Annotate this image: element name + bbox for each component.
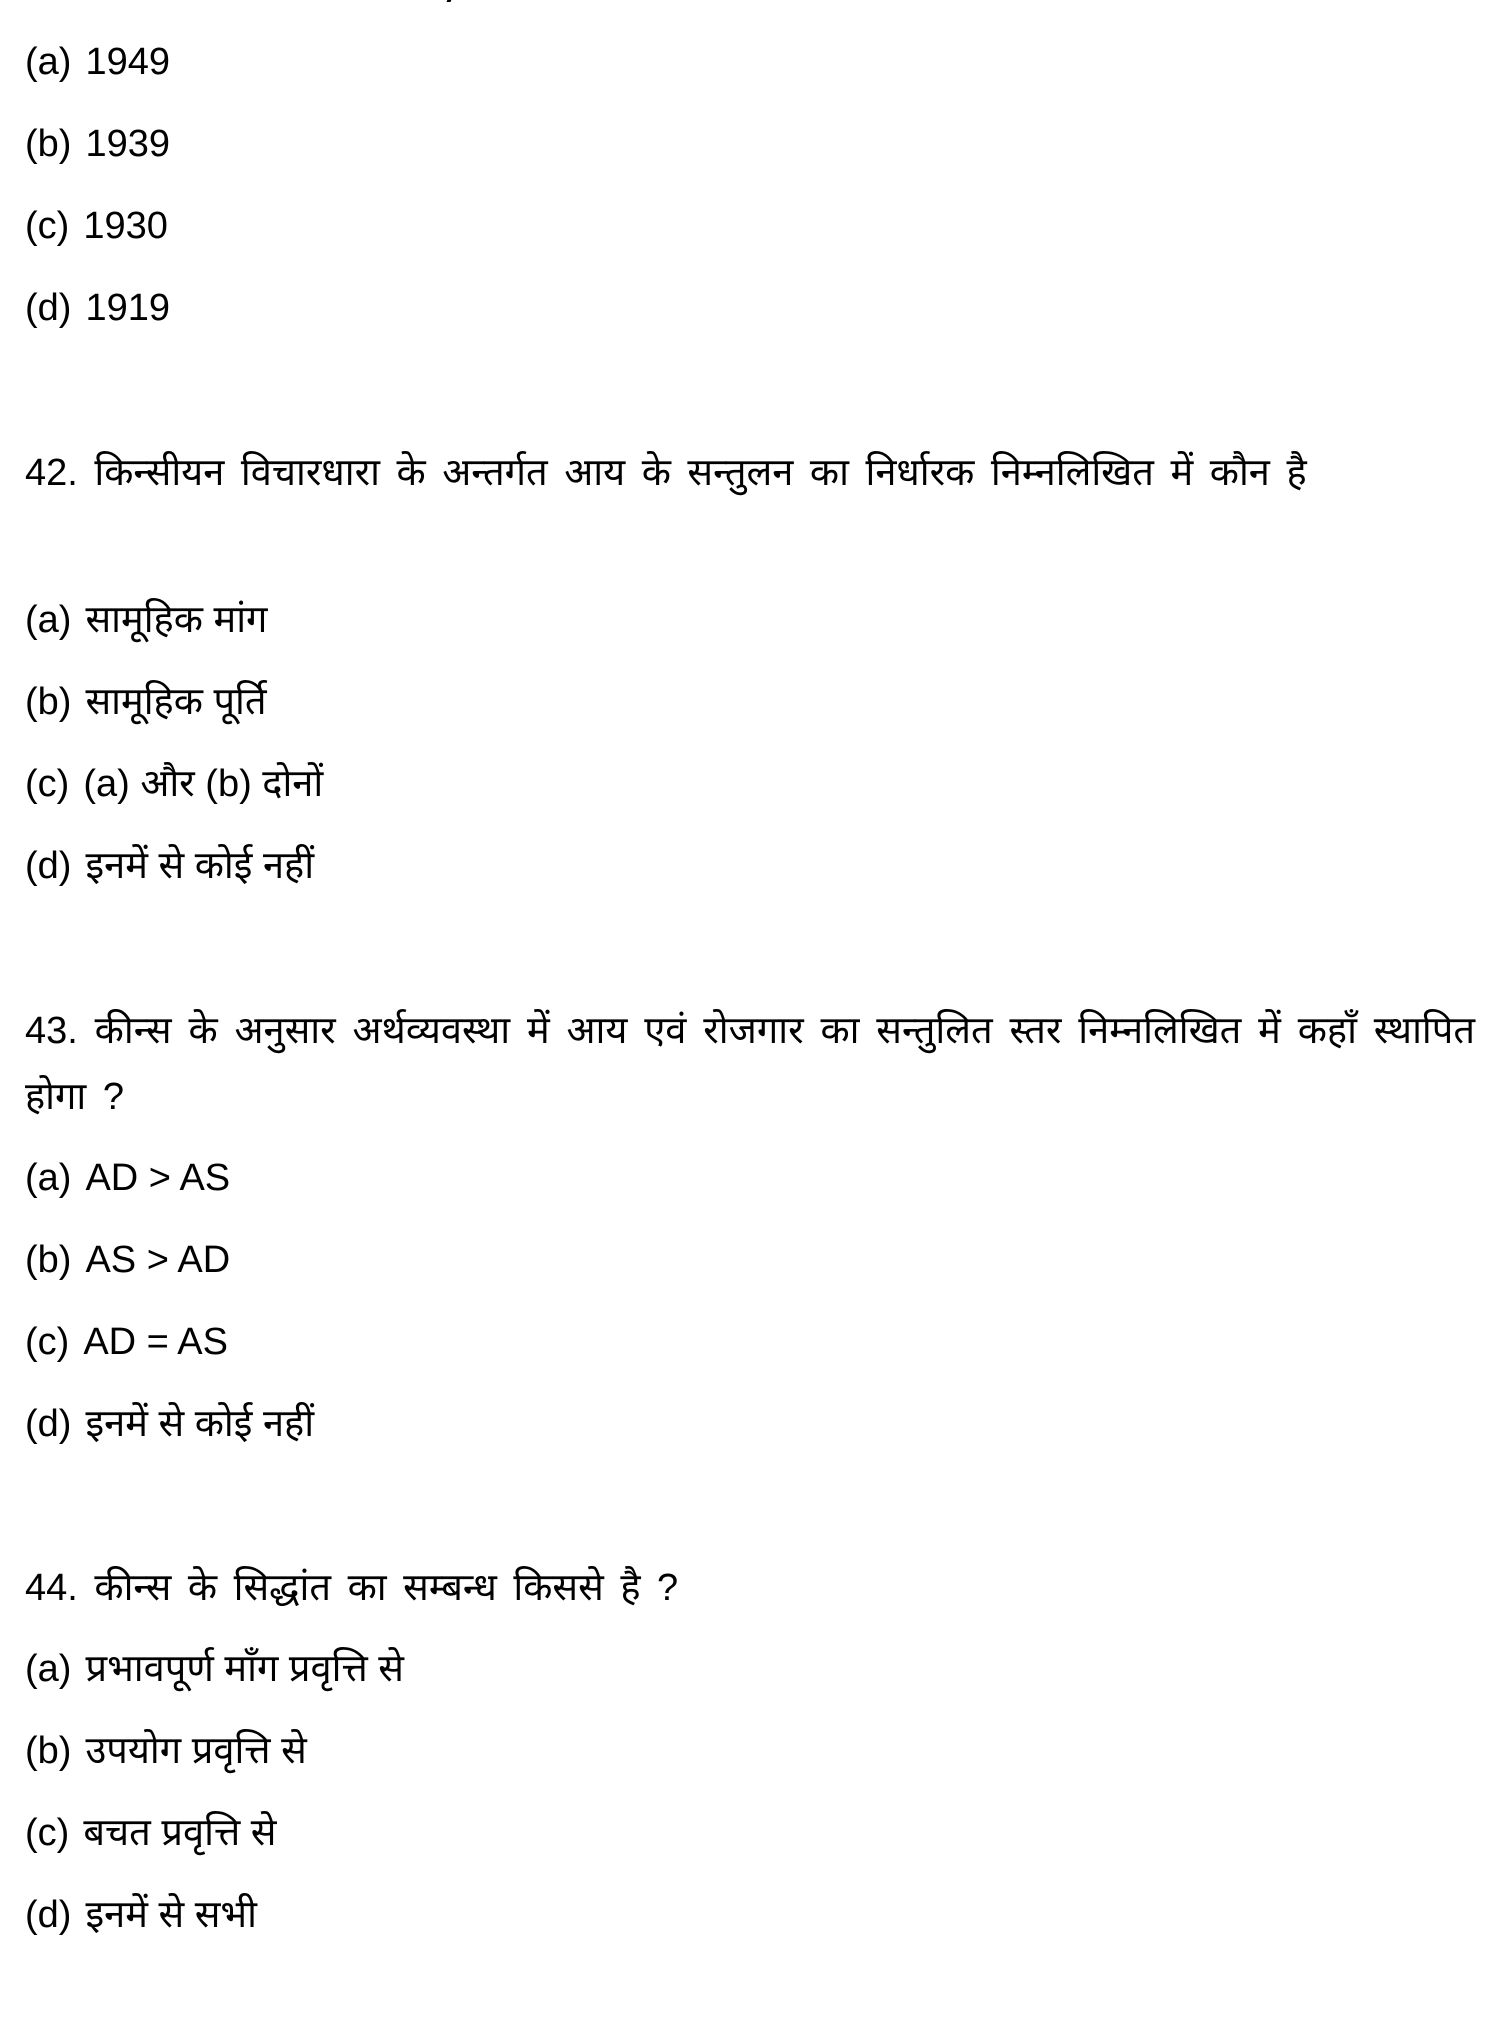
option-d bbox=[25, 1402, 314, 1446]
option-a bbox=[25, 1156, 230, 1200]
question-number: 44. bbox=[25, 1567, 78, 1609]
option-c bbox=[25, 204, 168, 248]
option-label: (a) bbox=[25, 1157, 72, 1199]
option-text: (a) और (b) दोनों bbox=[83, 763, 324, 805]
option-text: प्रभावपूर्ण माँग प्रवृत्ति से bbox=[85, 1648, 404, 1690]
option-label: (d) bbox=[25, 287, 72, 329]
option-c bbox=[25, 762, 323, 806]
option-text: बचत प्रवृत्ति से bbox=[83, 1812, 277, 1854]
option-text: 1919 bbox=[85, 287, 170, 329]
option-b bbox=[25, 122, 170, 166]
option-label: (b) bbox=[25, 1730, 72, 1772]
option-label: (c) bbox=[25, 1812, 70, 1854]
question-number: 43. bbox=[25, 1010, 78, 1052]
question-body: कीन्स के सिद्धांत का सम्बन्ध किससे है ? bbox=[94, 1567, 679, 1609]
cropped-text-fragment bbox=[447, 0, 454, 2]
option-label: (a) bbox=[25, 41, 72, 83]
option-label: (d) bbox=[25, 1403, 72, 1445]
question-number: 42. bbox=[25, 452, 78, 494]
option-label: (d) bbox=[25, 845, 72, 887]
option-b bbox=[25, 680, 267, 724]
option-b bbox=[25, 1729, 307, 1773]
option-label: (b) bbox=[25, 681, 72, 723]
option-d bbox=[25, 286, 170, 330]
option-text: सामूहिक मांग bbox=[85, 599, 268, 641]
option-c bbox=[25, 1320, 228, 1364]
option-label: (b) bbox=[25, 123, 72, 165]
option-b bbox=[25, 1238, 230, 1282]
option-c bbox=[25, 1811, 276, 1855]
option-label: (c) bbox=[25, 205, 70, 247]
option-text: AD = AS bbox=[83, 1321, 229, 1363]
option-text: सामूहिक पूर्ति bbox=[85, 681, 267, 723]
question-text bbox=[25, 1555, 1475, 1621]
option-text: AD > AS bbox=[85, 1157, 231, 1199]
option-text: AS > AD bbox=[85, 1239, 231, 1281]
option-label: (c) bbox=[25, 763, 70, 805]
option-text: 1939 bbox=[85, 123, 170, 165]
question-text bbox=[25, 440, 1475, 506]
option-a bbox=[25, 1647, 404, 1691]
option-a bbox=[25, 598, 267, 642]
option-d bbox=[25, 1893, 257, 1937]
option-d bbox=[25, 844, 314, 888]
option-text: इनमें से सभी bbox=[85, 1894, 257, 1936]
option-label: (b) bbox=[25, 1239, 72, 1281]
option-text: इनमें से कोई नहीं bbox=[85, 1403, 315, 1445]
option-a bbox=[25, 40, 170, 84]
question-body: किन्सीयन विचारधारा के अन्तर्गत आय के सन्तुलन का निर्धारक निम्नलिखित में कौन है bbox=[94, 452, 1307, 494]
option-text: इनमें से कोई नहीं bbox=[85, 845, 315, 887]
option-text: उपयोग प्रवृत्ति से bbox=[85, 1730, 307, 1772]
option-label: (d) bbox=[25, 1894, 72, 1936]
option-text: 1930 bbox=[83, 205, 168, 247]
option-label: (a) bbox=[25, 1648, 72, 1690]
question-text bbox=[25, 998, 1475, 1130]
option-text: 1949 bbox=[85, 41, 170, 83]
option-label: (c) bbox=[25, 1321, 70, 1363]
option-label: (a) bbox=[25, 599, 72, 641]
question-body: कीन्स के अनुसार अर्थव्यवस्था में आय एवं रोजगार का सन्तुलित स्तर निम्नलिखित में कहाँ स्थापित होगा ? bbox=[25, 1010, 1475, 1118]
